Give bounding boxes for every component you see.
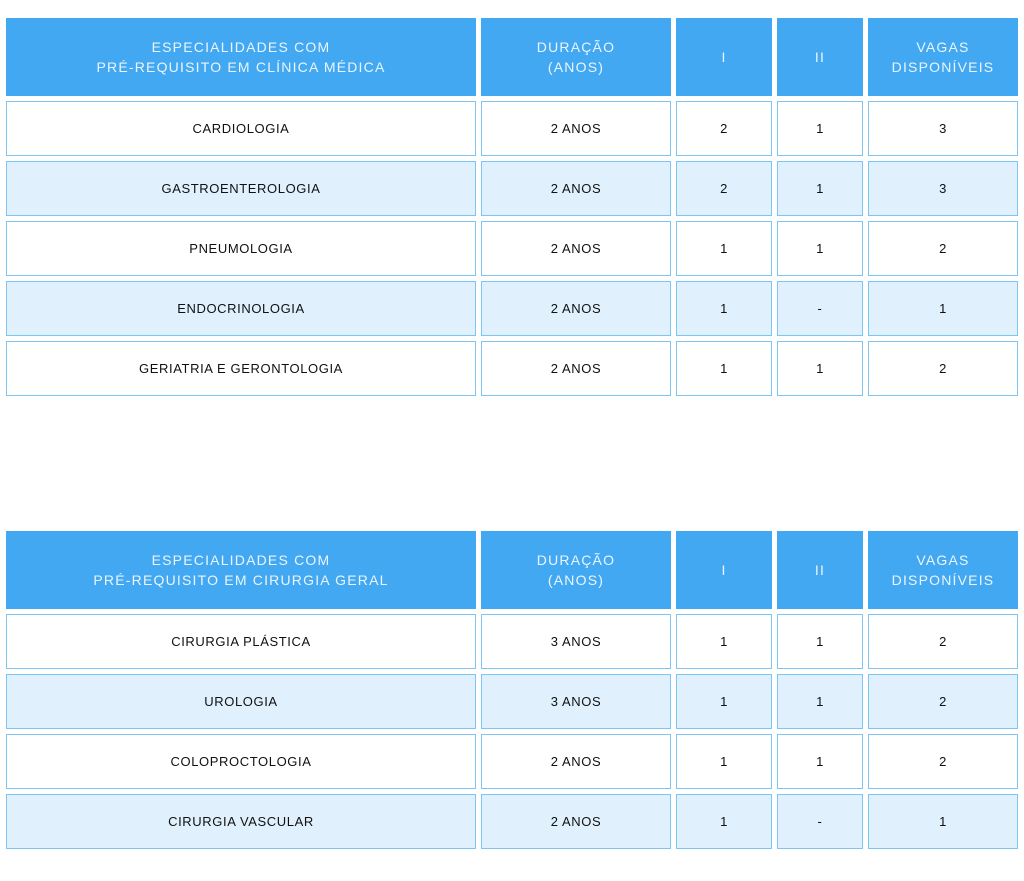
cell-duration: 2 ANOS — [481, 221, 671, 276]
cell-specialty: GERIATRIA E GERONTOLOGIA — [6, 341, 476, 396]
cell-col-i: 2 — [676, 161, 772, 216]
cell-specialty: COLOPROCTOLOGIA — [6, 734, 476, 789]
cell-vacancies: 2 — [868, 614, 1018, 669]
header-col-i-label: I — [721, 562, 727, 578]
cell-specialty: PNEUMOLOGIA — [6, 221, 476, 276]
header-duration-line2: (ANOS) — [547, 59, 605, 75]
header-specialty — [6, 531, 476, 609]
cell-col-i: 1 — [676, 281, 772, 336]
cell-vacancies: 2 — [868, 341, 1018, 396]
header-specialty-line2: PRÉ-REQUISITO EM CIRURGIA GERAL — [93, 572, 389, 588]
cell-vacancies: 1 — [868, 794, 1018, 849]
header-duration — [481, 18, 671, 96]
cell-col-i: 2 — [676, 101, 772, 156]
header-duration-line2: (ANOS) — [547, 572, 605, 588]
cell-col-ii: 1 — [777, 341, 863, 396]
header-col-ii — [777, 531, 863, 609]
cell-vacancies: 2 — [868, 734, 1018, 789]
header-vacancies-line2: DISPONÍVEIS — [891, 572, 995, 588]
cell-col-ii: - — [777, 794, 863, 849]
cell-duration: 2 ANOS — [481, 101, 671, 156]
header-vacancies-line1: VAGAS — [916, 39, 970, 55]
header-vacancies — [868, 18, 1018, 96]
table-clinica-medica — [6, 18, 1018, 396]
header-col-i-label: I — [721, 49, 727, 65]
cell-specialty: CIRURGIA PLÁSTICA — [6, 614, 476, 669]
cell-vacancies: 2 — [868, 221, 1018, 276]
cell-specialty: UROLOGIA — [6, 674, 476, 729]
header-specialty — [6, 18, 476, 96]
header-duration-line1: DURAÇÃO — [536, 552, 616, 568]
cell-col-i: 1 — [676, 341, 772, 396]
cell-col-i: 1 — [676, 614, 772, 669]
cell-duration: 2 ANOS — [481, 281, 671, 336]
cell-duration: 2 ANOS — [481, 341, 671, 396]
cell-specialty: CIRURGIA VASCULAR — [6, 794, 476, 849]
header-col-ii-label: II — [814, 49, 826, 65]
cell-vacancies: 2 — [868, 674, 1018, 729]
header-col-ii-label: II — [814, 562, 826, 578]
cell-col-ii: 1 — [777, 101, 863, 156]
cell-duration: 3 ANOS — [481, 674, 671, 729]
cell-vacancies: 3 — [868, 101, 1018, 156]
header-duration-line1: DURAÇÃO — [536, 39, 616, 55]
cell-col-ii: 1 — [777, 734, 863, 789]
cell-duration: 2 ANOS — [481, 734, 671, 789]
header-vacancies — [868, 531, 1018, 609]
cell-col-i: 1 — [676, 794, 772, 849]
cell-col-ii: 1 — [777, 221, 863, 276]
header-vacancies-line2: DISPONÍVEIS — [891, 59, 995, 75]
cell-col-ii: 1 — [777, 674, 863, 729]
header-specialty-line2: PRÉ-REQUISITO EM CLÍNICA MÉDICA — [96, 59, 386, 75]
header-col-i — [676, 18, 772, 96]
cell-col-ii: - — [777, 281, 863, 336]
header-col-i — [676, 531, 772, 609]
header-vacancies-line1: VAGAS — [916, 552, 970, 568]
cell-specialty: CARDIOLOGIA — [6, 101, 476, 156]
header-specialty-line1: ESPECIALIDADES COM — [151, 552, 331, 568]
header-duration — [481, 531, 671, 609]
cell-col-ii: 1 — [777, 614, 863, 669]
cell-col-i: 1 — [676, 734, 772, 789]
cell-vacancies: 1 — [868, 281, 1018, 336]
cell-specialty: ENDOCRINOLOGIA — [6, 281, 476, 336]
header-col-ii — [777, 18, 863, 96]
cell-vacancies: 3 — [868, 161, 1018, 216]
header-specialty-line1: ESPECIALIDADES COM — [151, 39, 331, 55]
cell-specialty: GASTROENTEROLOGIA — [6, 161, 476, 216]
cell-col-i: 1 — [676, 221, 772, 276]
cell-duration: 2 ANOS — [481, 794, 671, 849]
cell-duration: 3 ANOS — [481, 614, 671, 669]
cell-col-ii: 1 — [777, 161, 863, 216]
cell-col-i: 1 — [676, 674, 772, 729]
cell-duration: 2 ANOS — [481, 161, 671, 216]
table-cirurgia-geral — [6, 531, 1018, 849]
